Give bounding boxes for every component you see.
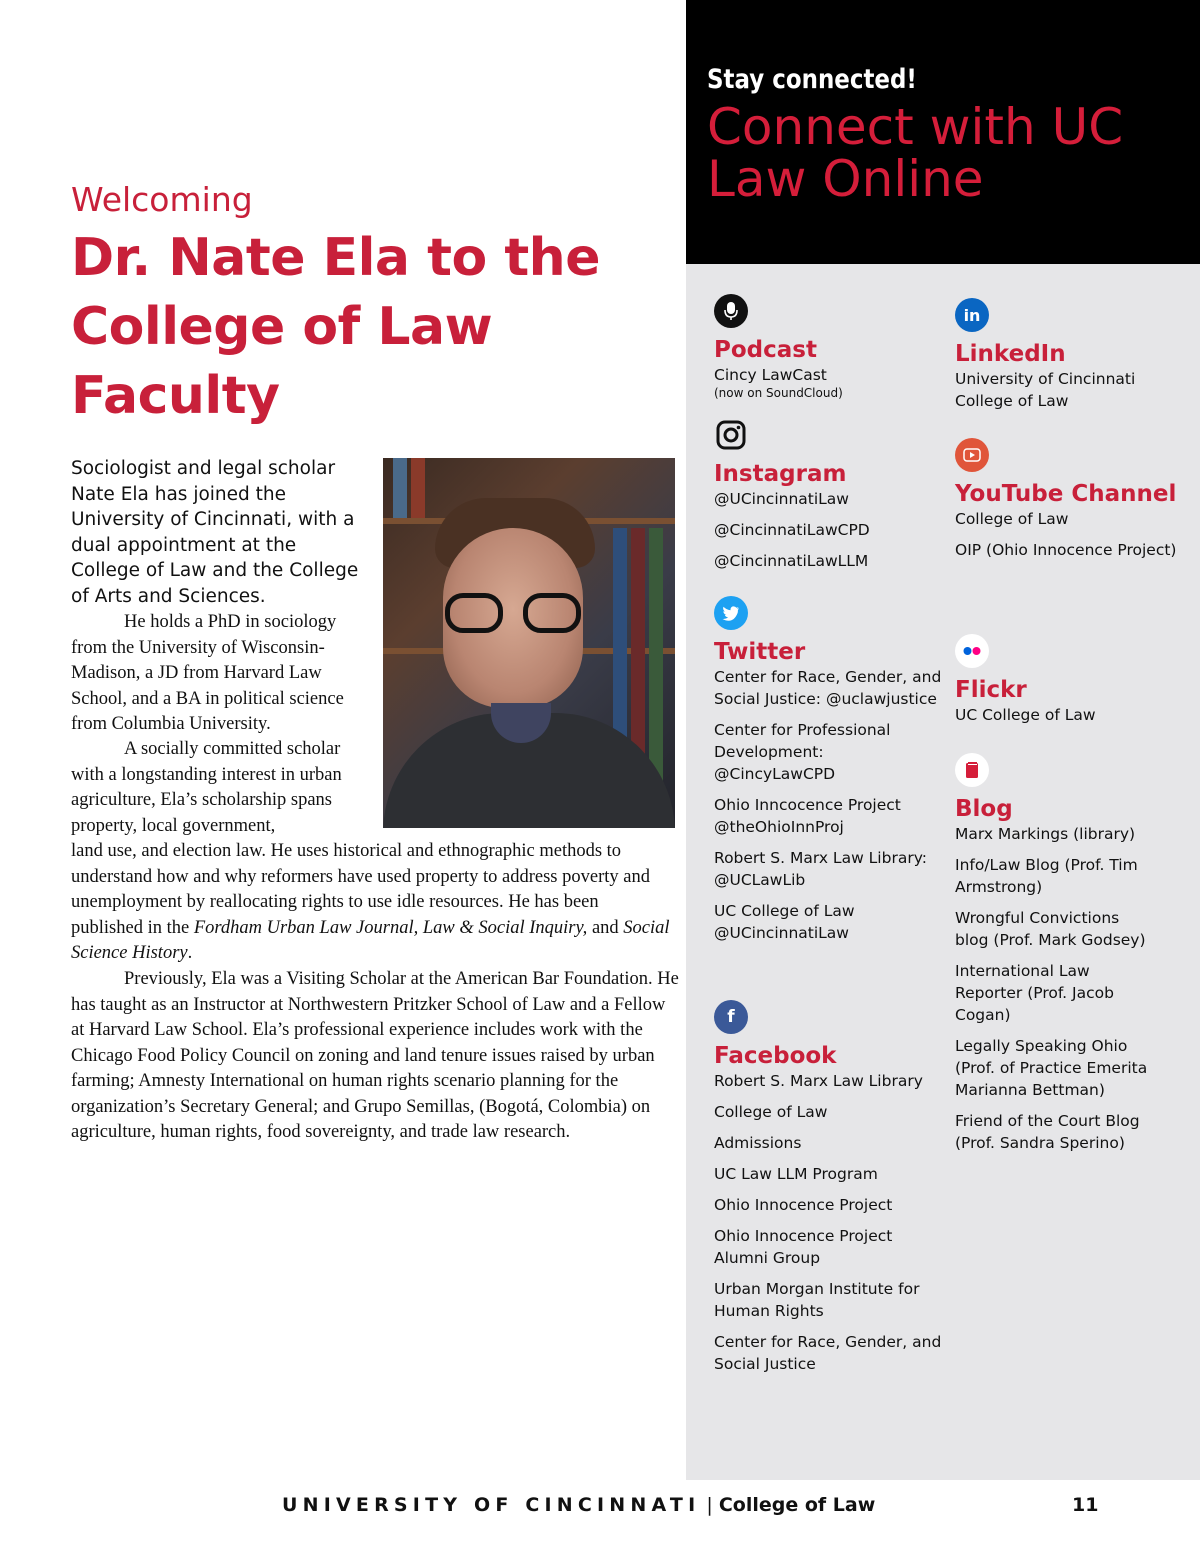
instagram-item[interactable]: @CincinnatiLawCPD [714,521,870,539]
twitter-item[interactable]: UC College of Law @UCincinnatiLaw [714,902,855,942]
twitter-item[interactable]: Robert S. Marx Law Library: @UCLawLib [714,849,927,889]
facebook-item[interactable]: Ohio Innocence Project [714,1196,893,1214]
podcast-note: (now on SoundCloud) [714,386,843,400]
facebook-section [714,1000,944,1384]
youtube-icon [955,438,989,472]
podcast-item[interactable]: Cincy LawCast [714,366,827,384]
body-paragraph-3: Previously, Ela was a Visiting Scholar at the American Bar Foundation. He has taught as an Instructor at Northwestern Pritzker School of Law and a Fellow at Harvard Law School. Ela’s professional experience includes work with the Chicago Food Policy Council on zoning and land tenure issues raised by urban farming; Amnesty International on human rights scenario planning for the organization’s Secretary General; and Grupo Semillas, (Bogotá, Colombia) on agriculture, human rights, food sovereignty, and trade law research. [71,969,679,1142]
youtube-item[interactable]: College of Law [955,510,1069,528]
linkedin-item[interactable]: University of Cincinnati College of Law [955,370,1136,410]
twitter-section [714,596,944,953]
blog-item[interactable]: Friend of the Court Blog (Prof. Sandra Sperino) [955,1112,1140,1152]
facebook-item[interactable]: Ohio Innocence Project Alumni Group [714,1227,893,1267]
body-paragraph-2-narrow: A socially committed scholar with a longstanding interest in urban agriculture, Ela’s scholarship spans property, local government, [71,739,342,836]
body-text-segment: and [587,917,624,938]
page-number: 11 [1072,1494,1099,1516]
article-header [71,180,675,431]
blog-section [955,753,1155,1163]
blog-item[interactable]: International Law Reporter (Prof. Jacob Cogan) [955,962,1114,1024]
blog-item[interactable]: Info/Law Blog (Prof. Tim Armstrong) [955,856,1138,896]
flickr-icon [955,634,989,668]
youtube-item[interactable]: OIP (Ohio Innocence Project) [955,541,1177,559]
facebook-item[interactable]: Urban Morgan Institute for Human Rights [714,1280,920,1320]
podcast-section [714,294,944,411]
blog-item[interactable]: Legally Speaking Ohio (Prof. of Practice Emerita Marianna Bettman) [955,1037,1148,1099]
facebook-item[interactable]: College of Law [714,1103,828,1121]
body-paragraph-2-wide [71,839,675,967]
linkedin-title: LinkedIn [955,341,1066,367]
footer-separator: | [700,1494,719,1516]
article-kicker: Welcoming [71,180,253,219]
stay-connected-heading: Stay connected! [707,64,917,95]
linkedin-section [955,298,1185,421]
flickr-item[interactable]: UC College of Law [955,706,1096,724]
twitter-title: Twitter [714,639,806,665]
body-paragraph-1: He holds a PhD in sociology from the University of Wisconsin-Madison, a JD from Harvard Law School, and a BA in political science from Columbia University. [71,612,344,734]
body-text-segment: land use, and election law. He uses historical and ethnographic methods to understand how and why reformers have used property to address poverty and unemployment by reallocating rights to use idle resources. He has been published in the [71,841,650,938]
facebook-item[interactable]: Robert S. Marx Law Library [714,1072,923,1090]
youtube-section [955,438,1185,570]
youtube-title: YouTube Channel [955,481,1177,507]
blog-item[interactable]: Marx Markings (library) [955,825,1136,843]
journal-name: Social Science History [71,917,670,963]
blog-item[interactable]: Wrongful Convictions blog (Prof. Mark Godsey) [955,909,1146,949]
flickr-title: Flickr [955,677,1027,703]
instagram-title: Instagram [714,461,847,487]
body-text-segment: . [187,943,193,963]
footer-college: College of Law [718,1494,876,1516]
portrait-photo [383,458,675,828]
footer-university: UNIVERSITY OF CINCINNATI [282,1494,701,1516]
connect-heading: Connect with UC Law Online [707,98,1124,208]
microphone-icon [714,294,748,328]
blog-title: Blog [955,796,1013,822]
facebook-title: Facebook [714,1043,837,1069]
instagram-item[interactable]: @CincinnatiLawLLM [714,552,869,570]
instagram-item[interactable]: @UCincinnatiLaw [714,490,849,508]
facebook-item[interactable]: Admissions [714,1134,802,1152]
journal-names: Fordham Urban Law Journal, Law & Social Inquiry, [193,917,588,938]
article-headline: Dr. Nate Ela to the College of Law Faculty [71,228,600,426]
footer-publication [282,1494,875,1516]
flickr-section [955,634,1185,735]
facebook-item[interactable]: Center for Race, Gender, and Social Justice [714,1333,942,1373]
twitter-item[interactable]: Ohio Inncocence Project @theOhioInnProj [714,796,901,836]
lead-paragraph: Sociologist and legal scholar Nate Ela has joined the University of Cincinnati, with a dual appointment at the College of Law and the College of Arts and Sciences. [71,458,359,607]
twitter-bird-icon [714,596,748,630]
linkedin-icon: in [955,298,989,332]
facebook-icon: f [714,1000,748,1034]
instagram-icon [714,418,748,452]
facebook-item[interactable]: UC Law LLM Program [714,1165,878,1183]
twitter-item[interactable]: Center for Race, Gender, and Social Justice: @uclawjustice [714,668,942,708]
twitter-item[interactable]: Center for Professional Development: @CincyLawCPD [714,721,891,783]
book-icon [955,753,989,787]
instagram-section [714,418,944,581]
podcast-title: Podcast [714,337,817,363]
